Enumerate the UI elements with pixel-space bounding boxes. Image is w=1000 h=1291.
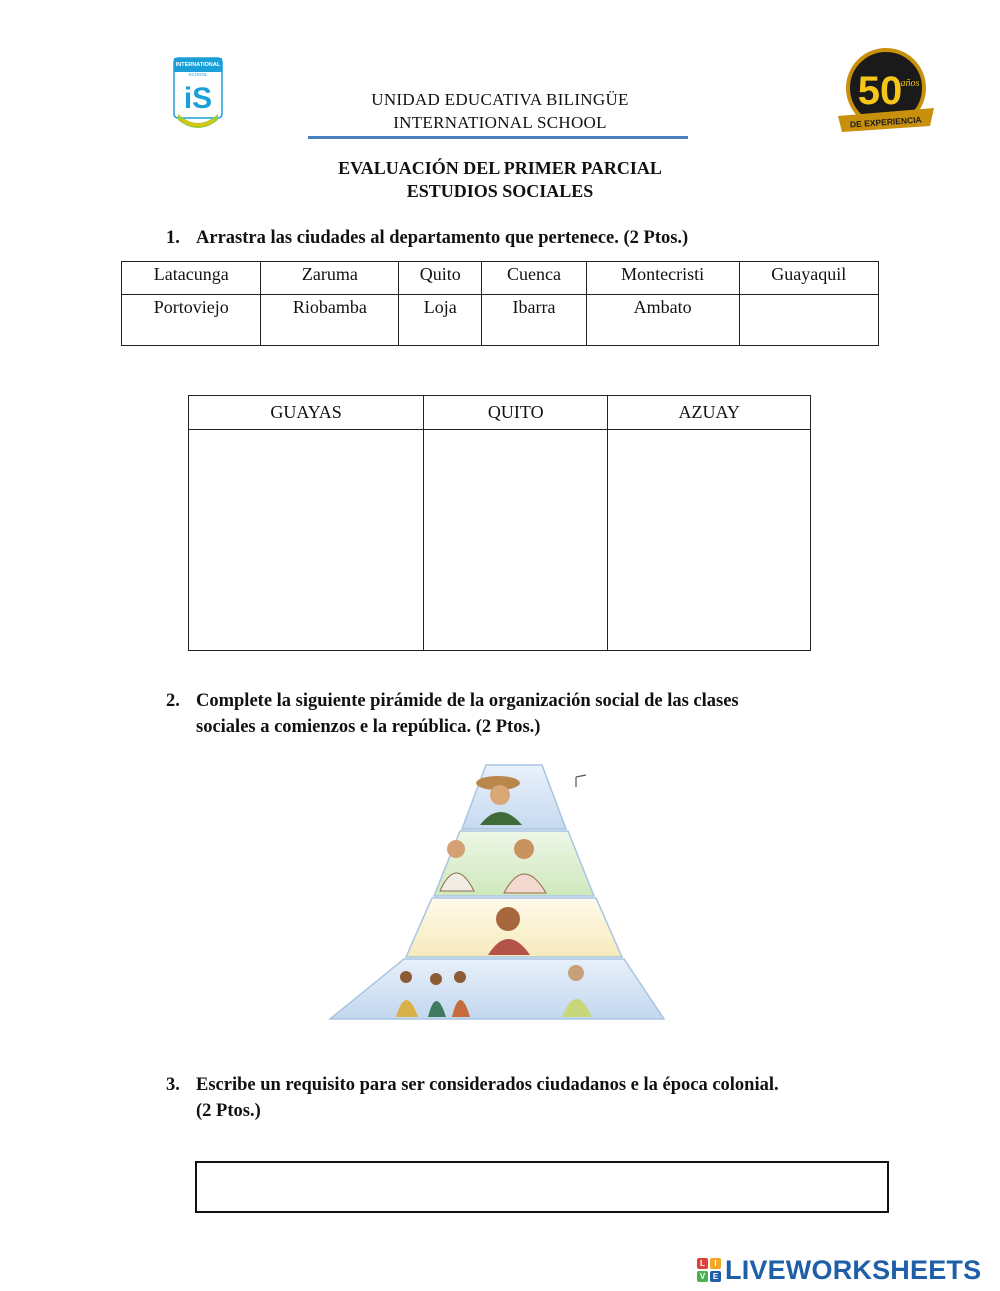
question-text: Arrastra las ciudades al departamento que pertenece. (2 Ptos.) xyxy=(196,228,689,248)
department-header: GUAYAS xyxy=(189,396,424,430)
svg-text:INTERNATIONAL: INTERNATIONAL xyxy=(175,62,221,68)
brand-block: V xyxy=(697,1271,708,1282)
social-pyramid-image xyxy=(328,763,668,1021)
liveworksheets-brand xyxy=(697,1255,981,1285)
drop-zone-azuay[interactable] xyxy=(608,430,811,651)
city-item[interactable]: Ibarra xyxy=(482,295,587,346)
city-item[interactable]: Latacunga xyxy=(122,262,261,295)
brand-block: L xyxy=(697,1258,708,1269)
city-item[interactable]: Riobamba xyxy=(261,295,399,346)
pyramid-level-4 xyxy=(330,959,664,1019)
question-3 xyxy=(166,1072,886,1126)
brand-block: E xyxy=(710,1271,721,1282)
svg-text:iS: iS xyxy=(183,82,213,115)
svg-text:50: 50 xyxy=(857,69,903,113)
question-1 xyxy=(166,225,866,253)
question-number: 1. xyxy=(166,228,180,248)
svg-text:SCHOOL: SCHOOL xyxy=(188,72,208,77)
department-header: QUITO xyxy=(424,396,608,430)
svg-text:DE EXPERIENCIA: DE EXPERIENCIA xyxy=(849,114,922,130)
city-item[interactable]: Montecristi xyxy=(586,262,739,295)
answer-input-box[interactable] xyxy=(195,1161,889,1213)
city-empty-cell xyxy=(739,295,878,346)
city-item[interactable]: Quito xyxy=(399,262,482,295)
brand-blocks-icon xyxy=(697,1258,721,1282)
city-item[interactable]: Loja xyxy=(399,295,482,346)
question-2 xyxy=(166,688,866,742)
question-text-line1: Complete la siguiente pirámide de la organización social de las clases xyxy=(196,691,739,711)
city-item[interactable]: Portoviejo xyxy=(122,295,261,346)
question-text-line1: Escribe un requisito para ser considerados ciudadanos e la época colonial. xyxy=(196,1075,779,1095)
departments-table xyxy=(188,395,811,651)
exam-title: EVALUACIÓN DEL PRIMER PARCIAL xyxy=(338,158,662,178)
header-divider xyxy=(308,136,688,139)
school-name-line2: INTERNATIONAL SCHOOL xyxy=(393,113,607,132)
brand-block: I xyxy=(710,1258,721,1269)
drop-zone-quito[interactable] xyxy=(424,430,608,651)
city-item[interactable]: Guayaquil xyxy=(739,262,878,295)
city-item[interactable]: Cuenca xyxy=(482,262,587,295)
brand-text: LIVEWORKSHEETS xyxy=(725,1254,982,1285)
question-number: 3. xyxy=(166,1075,180,1095)
city-item[interactable]: Ambato xyxy=(586,295,739,346)
drop-zone-guayas[interactable] xyxy=(189,430,424,651)
question-text-line2: (2 Ptos.) xyxy=(196,1101,261,1121)
school-name-line1: UNIDAD EDUCATIVA BILINGÜE xyxy=(371,90,629,109)
department-header: AZUAY xyxy=(608,396,811,430)
cities-table xyxy=(121,261,879,346)
question-text-line2: sociales a comienzos e la república. (2 Ptos.) xyxy=(196,717,541,737)
exam-subject: ESTUDIOS SOCIALES xyxy=(406,181,594,201)
question-number: 2. xyxy=(166,691,180,711)
city-item[interactable]: Zaruma xyxy=(261,262,399,295)
svg-text:años: años xyxy=(900,78,920,89)
